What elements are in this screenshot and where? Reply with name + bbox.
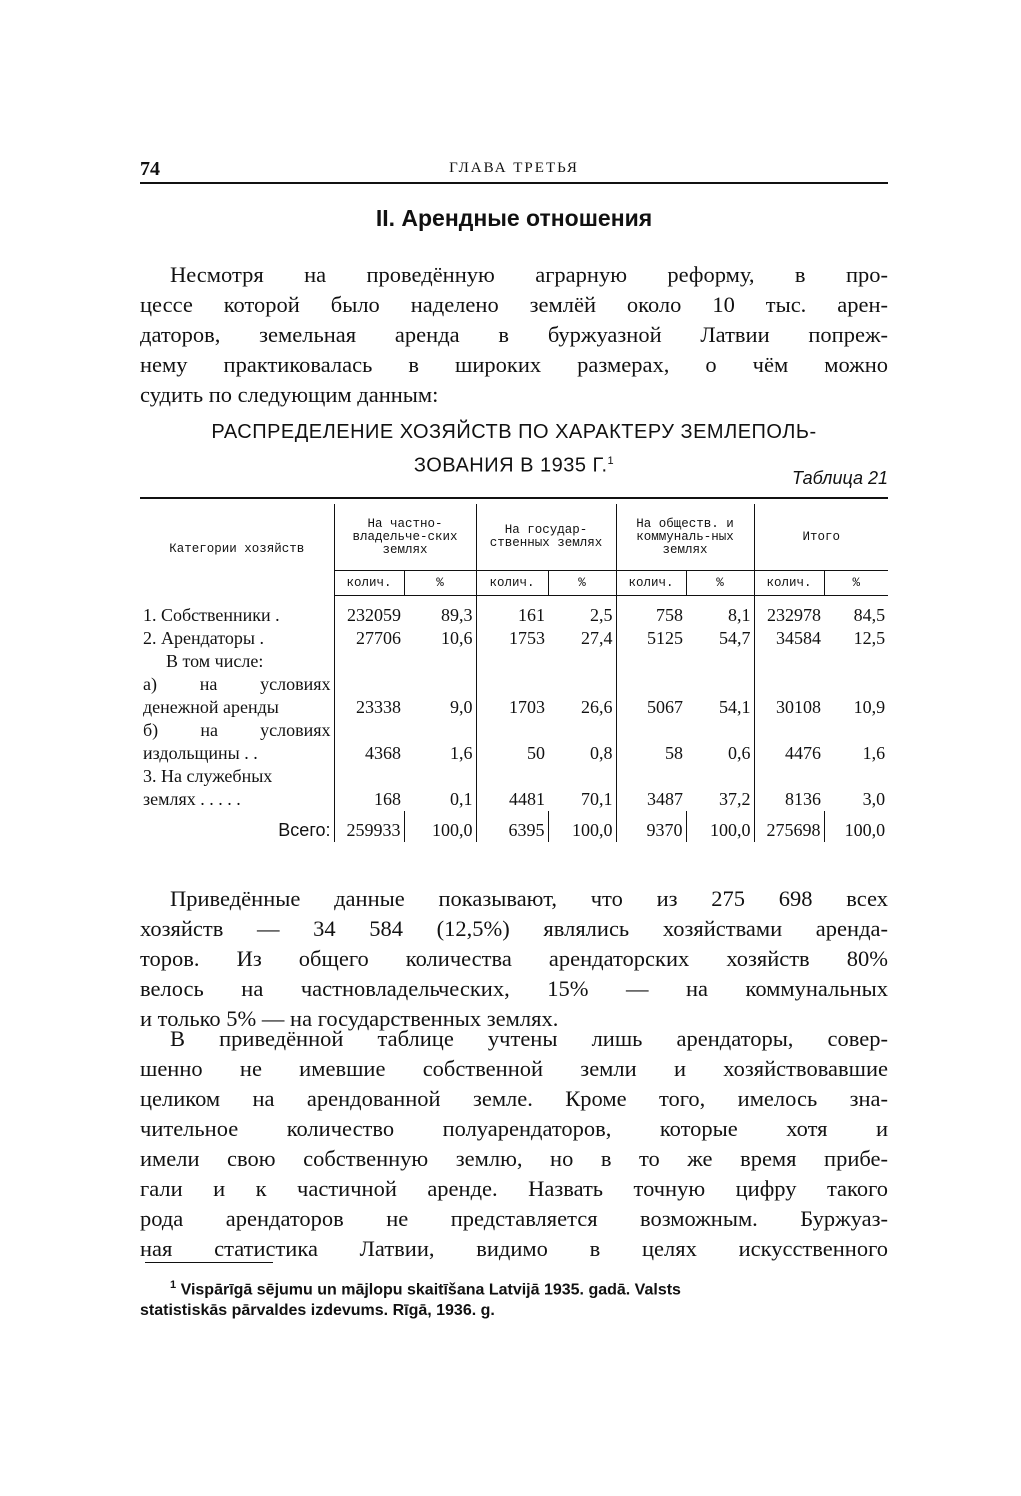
cell: 58 xyxy=(616,742,686,765)
paragraph-line: даторов, земельная аренда в буржуазной Латвии попреж- xyxy=(140,322,888,347)
header-category: Категории хозяйств xyxy=(169,542,305,557)
cell: 232059 xyxy=(334,596,404,628)
paragraph-line: чительное количество полуарендаторов, которые хотя и xyxy=(140,1116,888,1141)
cell: 2,5 xyxy=(590,605,613,625)
cell: 23338 xyxy=(334,696,404,719)
paragraph-line: нему практиковалась в широких размерах, о чём можно xyxy=(140,352,888,377)
paragraph-line: хозяйств — 34 584 (12,5%) являлись хозяйствами аренда- xyxy=(140,916,888,941)
table-title-line-2 xyxy=(140,447,888,481)
paragraph-intro xyxy=(140,260,888,410)
row-label: В том числе: xyxy=(166,651,264,671)
paragraph-line: велось на частновладельческих, 15% — на коммунальных xyxy=(140,976,888,1001)
cell: 0,8 xyxy=(590,743,613,763)
table-row xyxy=(140,765,888,788)
cell: 84,5 xyxy=(853,605,886,625)
footnote-mark: 1 xyxy=(170,1279,177,1291)
paragraph-analysis xyxy=(140,884,888,1034)
cell: 758 xyxy=(616,596,686,628)
total-cell: 100,0 xyxy=(686,811,754,842)
total-cell: 100,0 xyxy=(404,811,476,842)
paragraph-tenants xyxy=(140,1024,888,1264)
row-label: 2. Арендаторы . xyxy=(143,628,265,648)
cell: 161 xyxy=(476,596,548,628)
cell: 3487 xyxy=(616,788,686,811)
cell: 3,0 xyxy=(862,789,886,809)
cell: 0,1 xyxy=(450,789,473,809)
row-label: 1. Собственники . xyxy=(143,605,280,625)
table-row xyxy=(140,742,888,765)
cell: 10,9 xyxy=(853,697,886,717)
cell: 34584 xyxy=(754,627,824,650)
row-label: а) на условиях xyxy=(143,674,331,694)
table-row xyxy=(140,788,888,811)
table-row xyxy=(140,696,888,719)
table-title xyxy=(140,418,888,481)
cell: 4368 xyxy=(334,742,404,765)
cell: 12,5 xyxy=(853,628,886,648)
distribution-table xyxy=(140,504,888,842)
header-private-lands: На частно-владельче-ских землях xyxy=(334,504,476,571)
table-row xyxy=(140,673,888,696)
subheader-percent: % xyxy=(686,571,754,596)
subheader-count: колич. xyxy=(334,571,404,596)
subheader-count: колич. xyxy=(616,571,686,596)
table-row xyxy=(140,650,888,673)
table-title-line: РАСПРЕДЕЛЕНИЕ ХОЗЯЙСТВ ПО ХАРАКТЕРУ ЗЕМЛЕПОЛЬ- xyxy=(211,421,817,443)
footnote-rule xyxy=(145,1262,273,1263)
footnote xyxy=(140,1275,888,1321)
cell: 70,1 xyxy=(581,789,613,809)
paragraph-line: цессе которой было наделено землёй около 10 тыс. арен- xyxy=(140,292,888,317)
total-label: Всего: xyxy=(278,820,331,840)
cell: 8136 xyxy=(754,788,824,811)
total-cell: 100,0 xyxy=(824,811,888,842)
cell: 168 xyxy=(334,788,404,811)
paragraph-line: В приведённой таблице учтены лишь арендаторы, совер- xyxy=(170,1026,888,1051)
table-row xyxy=(140,596,888,628)
cell: 5125 xyxy=(616,627,686,650)
chapter-title: ГЛАВА ТРЕТЬЯ xyxy=(449,160,579,176)
cell: 9,0 xyxy=(450,697,473,717)
cell: 4481 xyxy=(476,788,548,811)
cell: 54,1 xyxy=(719,697,751,717)
footnote-mark: 1 xyxy=(607,455,615,467)
total-cell: 275698 xyxy=(754,811,824,842)
cell: 8,1 xyxy=(728,605,751,625)
cell: 232978 xyxy=(754,596,824,628)
subheader-percent: % xyxy=(824,571,888,596)
cell: 1703 xyxy=(476,696,548,719)
subheader-count: колич. xyxy=(754,571,824,596)
cell: 30108 xyxy=(754,696,824,719)
footnote-line xyxy=(140,1275,888,1300)
table-title-text: ЗОВАНИЯ В 1935 Г. xyxy=(413,454,608,477)
row-label: 3. На служебных xyxy=(143,766,273,786)
running-head xyxy=(140,156,888,184)
paragraph-line: шенно не имевшие собственной земли и хозяйствовавшие xyxy=(140,1056,888,1081)
total-cell: 6395 xyxy=(476,811,548,842)
row-label: землях . . . . . xyxy=(143,789,241,809)
cell: 1,6 xyxy=(450,743,473,763)
total-cell: 9370 xyxy=(616,811,686,842)
cell: 26,6 xyxy=(581,697,613,717)
table-top-rule xyxy=(140,497,888,499)
paragraph-line: имели свою собственную землю, но в то же время прибе- xyxy=(140,1146,888,1171)
cell: 5067 xyxy=(616,696,686,719)
paragraph-line: рода арендаторов не представляется возможным. Буржуаз- xyxy=(140,1206,888,1231)
paragraph-line: Приведённые данные показывают, что из 275 698 всех xyxy=(170,886,888,911)
table-total-row xyxy=(140,811,888,842)
cell: 1,6 xyxy=(862,743,886,763)
subheader-percent: % xyxy=(404,571,476,596)
header-state-lands: На государ-ственных землях xyxy=(476,504,616,571)
cell: 10,6 xyxy=(441,628,473,648)
subheader-percent: % xyxy=(548,571,616,596)
paragraph-line: целиком на арендованной земле. Кроме того, имелось зна- xyxy=(140,1086,888,1111)
total-cell: 259933 xyxy=(334,811,404,842)
total-cell: 100,0 xyxy=(548,811,616,842)
row-label: б) на условиях xyxy=(143,720,331,740)
paragraph-line: и только 5% — на государственных землях. xyxy=(140,1006,559,1031)
table-row xyxy=(140,719,888,742)
table-label: Таблица 21 xyxy=(791,468,888,488)
cell: 1753 xyxy=(476,627,548,650)
row-label: денежной аренды xyxy=(143,697,279,717)
paragraph-line: ная статистика Латвии, видимо в целях искусственного xyxy=(140,1236,888,1261)
paragraph-line: судить по следующим данным: xyxy=(140,382,439,407)
header-total: Итого xyxy=(754,504,888,571)
footnote-line: statistiskās pārvaldes izdevums. Rīgā, 1936. g. xyxy=(140,1302,495,1320)
cell: 37,2 xyxy=(719,789,751,809)
cell: 27706 xyxy=(334,627,404,650)
cell: 54,7 xyxy=(719,628,751,648)
paragraph-line: Несмотря на проведённую аграрную реформу, в про- xyxy=(170,262,888,287)
page-number: 74 xyxy=(140,158,160,180)
cell: 89,3 xyxy=(441,605,473,625)
subheader-count: колич. xyxy=(476,571,548,596)
row-label: издольщины . . xyxy=(143,743,258,763)
cell: 0,6 xyxy=(728,743,751,763)
header-communal-lands: На обществ. и коммуналь-ных землях xyxy=(616,504,754,571)
paragraph-line: гали и к частичной аренде. Назвать точную цифру такого xyxy=(140,1176,888,1201)
footnote-text: Vispārīgā sējumu un mājlopu skaitīšana Latvijā 1935. gadā. Valsts xyxy=(180,1281,681,1299)
section-title: II. Арендные отношения xyxy=(375,205,653,231)
table-row xyxy=(140,627,888,650)
cell: 4476 xyxy=(754,742,824,765)
cell: 27,4 xyxy=(581,628,613,648)
paragraph-line: торов. Из общего количества арендаторских хозяйств 80% xyxy=(140,946,888,971)
cell: 50 xyxy=(476,742,548,765)
